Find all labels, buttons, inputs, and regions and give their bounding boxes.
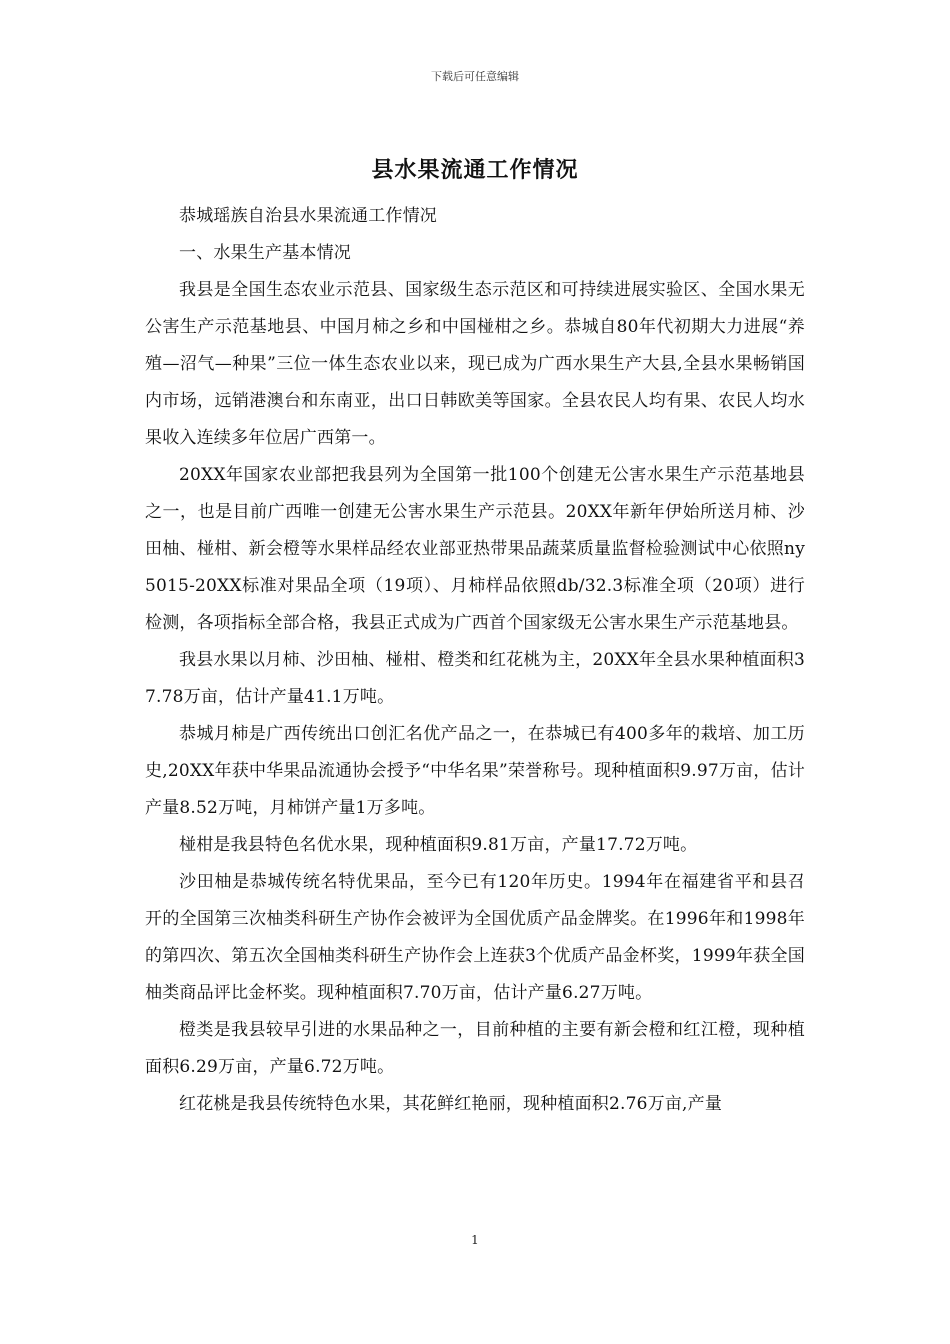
header-note: 下载后可任意编辑 <box>431 70 519 83</box>
body-paragraph: 我县是全国生态农业示范县、国家级生态示范区和可持续进展实验区、全国水果无公害生产示范基地县、中国月柿之乡和中国椪柑之乡。恭城自80年代初期大力进展“养殖—沼气—种果”三位一体生态农业以来，现已成为广西水果生产大县,全县水果畅销国内市场，远销港澳台和东南亚，出口日韩欧美等国家。全县农民人均有果、农民人均水果收入连续多年位居广西第一。 <box>145 280 805 448</box>
document-body <box>145 198 805 1123</box>
body-paragraph: 我县水果以月柿、沙田柚、椪柑、橙类和红花桃为主，20XX年全县水果种植面积37.78万亩，估计产量41.1万吨。 <box>145 650 805 707</box>
body-paragraph: 椪柑是我县特色名优水果，现种植面积9.81万亩，产量17.72万吨。 <box>179 835 698 855</box>
body-paragraph: 20XX年国家农业部把我县列为全国第一批100个创建无公害水果生产示范基地县之一，也是目前广西唯一创建无公害水果生产示范县。20XX年新年伊始所送月柿、沙田柚、椪柑、新会橙等水果样品经农业部亚热带果品蔬菜质量监督检验测试中心依照ny5015-20XX标准对果品全项（19项）、月柿样品依照db/32.3标准全项（20项）进行检测，各项指标全部合格，我县正式成为广西首个国家级无公害水果生产示范基地县。 <box>145 465 805 633</box>
body-paragraph: 沙田柚是恭城传统名特优果品，至今已有120年历史。1994年在福建省平和县召开的全国第三次柚类科研生产协作会被评为全国优质产品金牌奖。在1996年和1998年的第四次、第五次全国柚类科研生产协作会上连获3个优质产品金杯奖，1999年获全国柚类商品评比金杯奖。现种植面积7.70万亩，估计产量6.27万吨。 <box>145 872 805 1003</box>
body-paragraph: 橙类是我县较早引进的水果品种之一，目前种植的主要有新会橙和红江橙，现种植面积6.29万亩，产量6.72万吨。 <box>145 1020 805 1077</box>
section-heading: 一、水果生产基本情况 <box>179 243 351 263</box>
subtitle-paragraph: 恭城瑶族自治县水果流通工作情况 <box>179 206 437 226</box>
body-paragraph: 红花桃是我县传统特色水果，其花鲜红艳丽，现种植面积2.76万亩,产量 <box>179 1094 723 1114</box>
body-paragraph: 恭城月柿是广西传统出口创汇名优产品之一，在恭城已有400多年的栽培、加工历史,20XX年获中华果品流通协会授予“中华名果”荣誉称号。现种植面积9.97万亩，估计产量8.52万吨，月柿饼产量1万多吨。 <box>145 724 805 818</box>
page-number: 1 <box>471 1233 479 1247</box>
document-title: 县水果流通工作情况 <box>371 158 579 183</box>
